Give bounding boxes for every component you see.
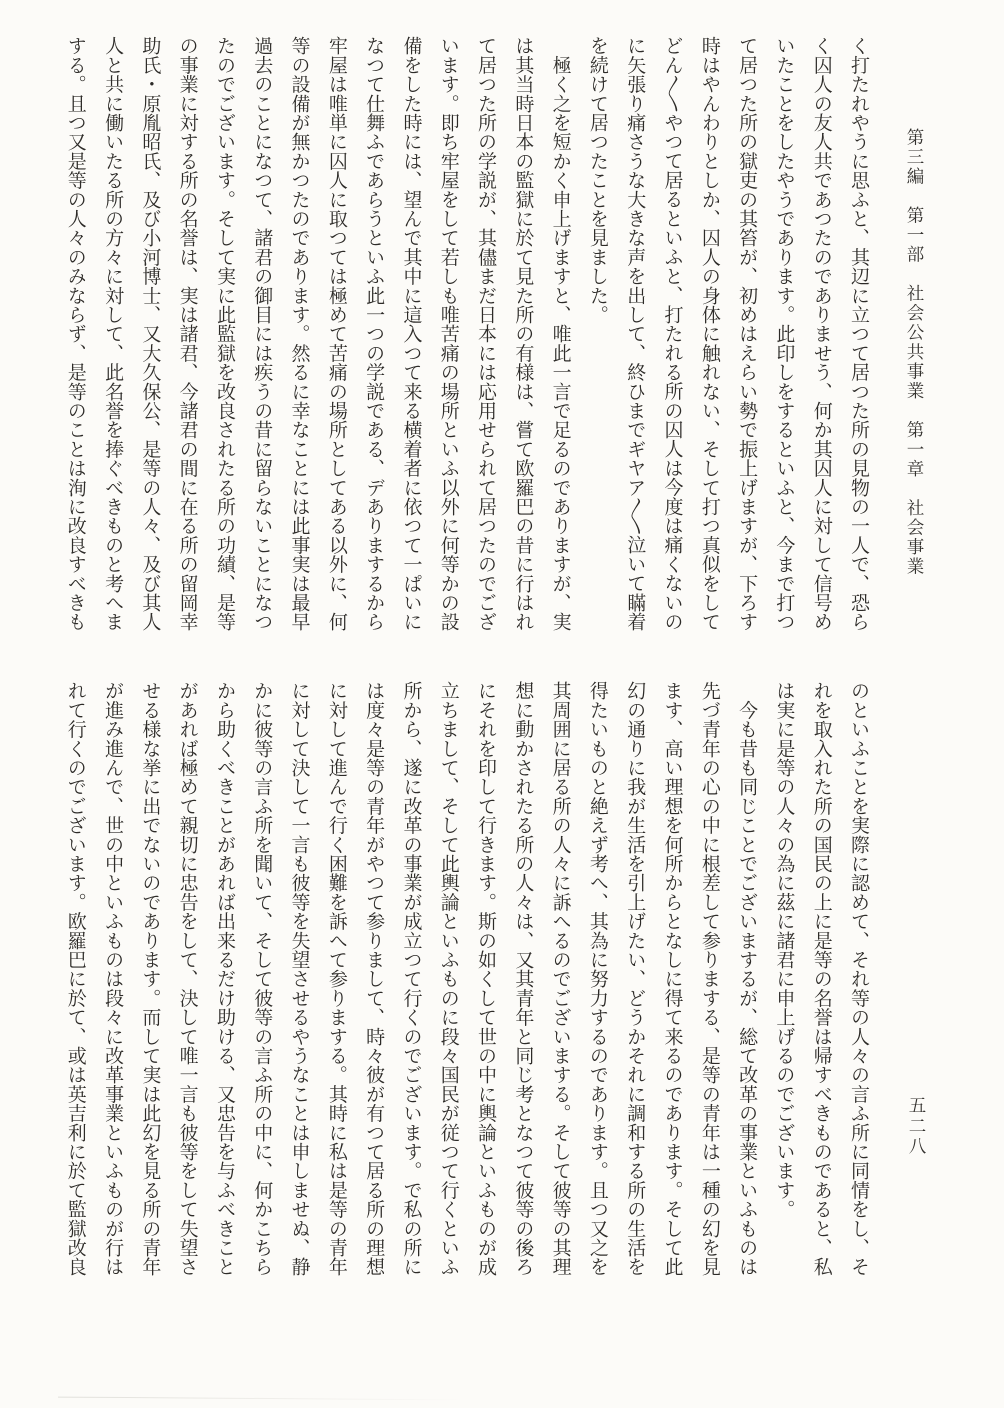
text-column: て居つた所の学説が、其儘まだ日本には応用せられて居つたのでござ <box>475 36 497 632</box>
text-column: く打たれやうに思ふと、其辺に立つて居つた所の見物の一人で、恐ら <box>848 36 869 632</box>
text-column: を続けて居つたことを見ました。 <box>586 36 608 324</box>
text-column: 過去のことになつて、諸君の御目には疾うの昔に留らないことになつ <box>251 36 273 632</box>
text-column: 立ちまして、そして此輿論といふものに段々国民が従つて行くといふ <box>437 681 459 1277</box>
text-column: れを取入れた所の国民の上に是等の名誉は帰すべきものであると、私 <box>810 681 832 1277</box>
text-column: する。且つ又是等の人々のみならず、是等のことは洵に改良すべきも <box>64 36 86 632</box>
text-column: 想に動かされたる所の人々は、又其青年と同じ考となつて彼等の後ろ <box>512 681 534 1277</box>
text-column: ます、高い理想を何所からとなしに得て来るのであります。そして此 <box>661 681 683 1277</box>
text-column: せる様な挙に出でないのであります。而して実は此幻を見る所の青年 <box>139 681 161 1277</box>
text-column: から助くべきことがあれば出来るだけ助ける、又忠告を与ふべきこと <box>213 681 235 1277</box>
text-column: は実に是等の人々の為に茲に諸君に申上げるのでございます。 <box>773 681 795 1219</box>
text-column: に矢張り痛さうな大きな声を出して、終ひまでギヤア〱泣いて瞞着 <box>624 36 646 631</box>
bottom-text-block <box>56 681 877 1285</box>
text-column: 其周囲に居る所の人々に訴へるのでございまする。そして彼等の其理 <box>549 681 571 1277</box>
text-column: 時はやんわりとしか、囚人の身体に触れない、そして打つ真似をして <box>698 36 720 632</box>
running-header: 第三編 第一部 社会公共事業 第一章 社会事業 <box>905 128 925 577</box>
text-column: 先づ青年の心の中に根差して参りまする、是等の青年は一種の幻を見 <box>698 681 720 1277</box>
text-column: 所から、遂に改革の事業が成立つて行くのでございます。で私の所に <box>400 681 422 1277</box>
text-column: たのでございます。そして実に此監獄を改良されたる所の功績、是等 <box>213 36 235 632</box>
text-column: 幻の通りに我が生活を引上げたい、どうかそれに調和する所の生活を <box>624 681 646 1277</box>
text-column: います。即ち牢屋をして若しも唯苦痛の場所といふ以外に何等かの設 <box>437 36 459 632</box>
text-column: 極く之を短かく申上げますと、唯此一言で足るのでありますが、実 <box>549 36 571 632</box>
text-column: 人と共に働いたる所の方々に対して、此名誉を捧ぐべきものと考へま <box>102 36 124 632</box>
text-column: く囚人の友人共であつたのでありませう、何か其囚人に対して信号め <box>810 36 832 632</box>
text-column: て居つた所の獄吏の其笞が、初めはえらい勢で振上げますが、下ろす <box>736 36 758 632</box>
text-column: 等の設備が無かつたのであります。然るに幸なことには此事実は最早 <box>288 36 310 632</box>
page-number: 五二八 <box>907 1096 927 1158</box>
text-column: どん〱やつて居るといふと、打たれる所の囚人は今度は痛くないの <box>661 36 683 631</box>
text-column: 備をした時には、望んで其中に這入つて来る横着者に依つて一ぱいに <box>400 36 422 632</box>
text-column: かに彼等の言ふ所を聞いて、そして彼等の言ふ所の中に、何かこちら <box>251 681 273 1277</box>
text-column: 助氏・原胤昭氏、及び小河博士、又大久保公、是等の人々、及び其人 <box>139 36 161 632</box>
text-column: に対して進んで行く困難を訴へて参りまする。其時に私は是等の青年 <box>325 681 347 1277</box>
scan-artifact-line <box>58 1397 468 1401</box>
text-column: れて行くのでございます。欧羅巴に於て、或は英吉利に於て監獄改良 <box>64 681 86 1277</box>
text-column: は度々是等の青年がやつて参りまして、時々彼が有つて居る所の理想 <box>363 681 385 1277</box>
text-column: は其当時日本の監獄に於て見た所の有様は、嘗て欧羅巴の昔に行はれ <box>512 36 534 632</box>
text-column: があれば極めて親切に忠告をして、決して唯一言も彼等をして失望さ <box>176 681 198 1277</box>
text-column: に対して決して一言も彼等を失望させるやうなことは申しませぬ、静 <box>288 681 310 1277</box>
text-column: 得たいものと絶えず考へ、其為に努力するのであります。且つ又之を <box>586 681 608 1277</box>
text-column: なつて仕舞ふであらうといふ此一つの学説である、デありまするから <box>363 36 385 632</box>
text-column: 牢屋は唯単に囚人に取つては極めて苦痛の場所としてある以外に、何 <box>325 36 347 632</box>
text-column: のといふことを実際に認めて、それ等の人々の言ふ所に同情をし、そ <box>848 681 869 1277</box>
text-column: が進み進んで、世の中といふものは段々に改革事業といふものが行は <box>102 681 124 1277</box>
text-column: の事業に対する所の名誉は、実は諸君、今諸君の間に在る所の留岡幸 <box>176 36 198 632</box>
text-column: 今も昔も同じことでございまするが、総て改革の事業といふものは <box>736 681 758 1277</box>
text-column: いたことをしたやうであります。此印しをするといふと、今まで打つ <box>773 36 795 632</box>
text-column: にそれを印して行きます。斯の如くして世の中に輿論といふものが成 <box>475 681 497 1277</box>
top-text-block <box>56 36 877 640</box>
